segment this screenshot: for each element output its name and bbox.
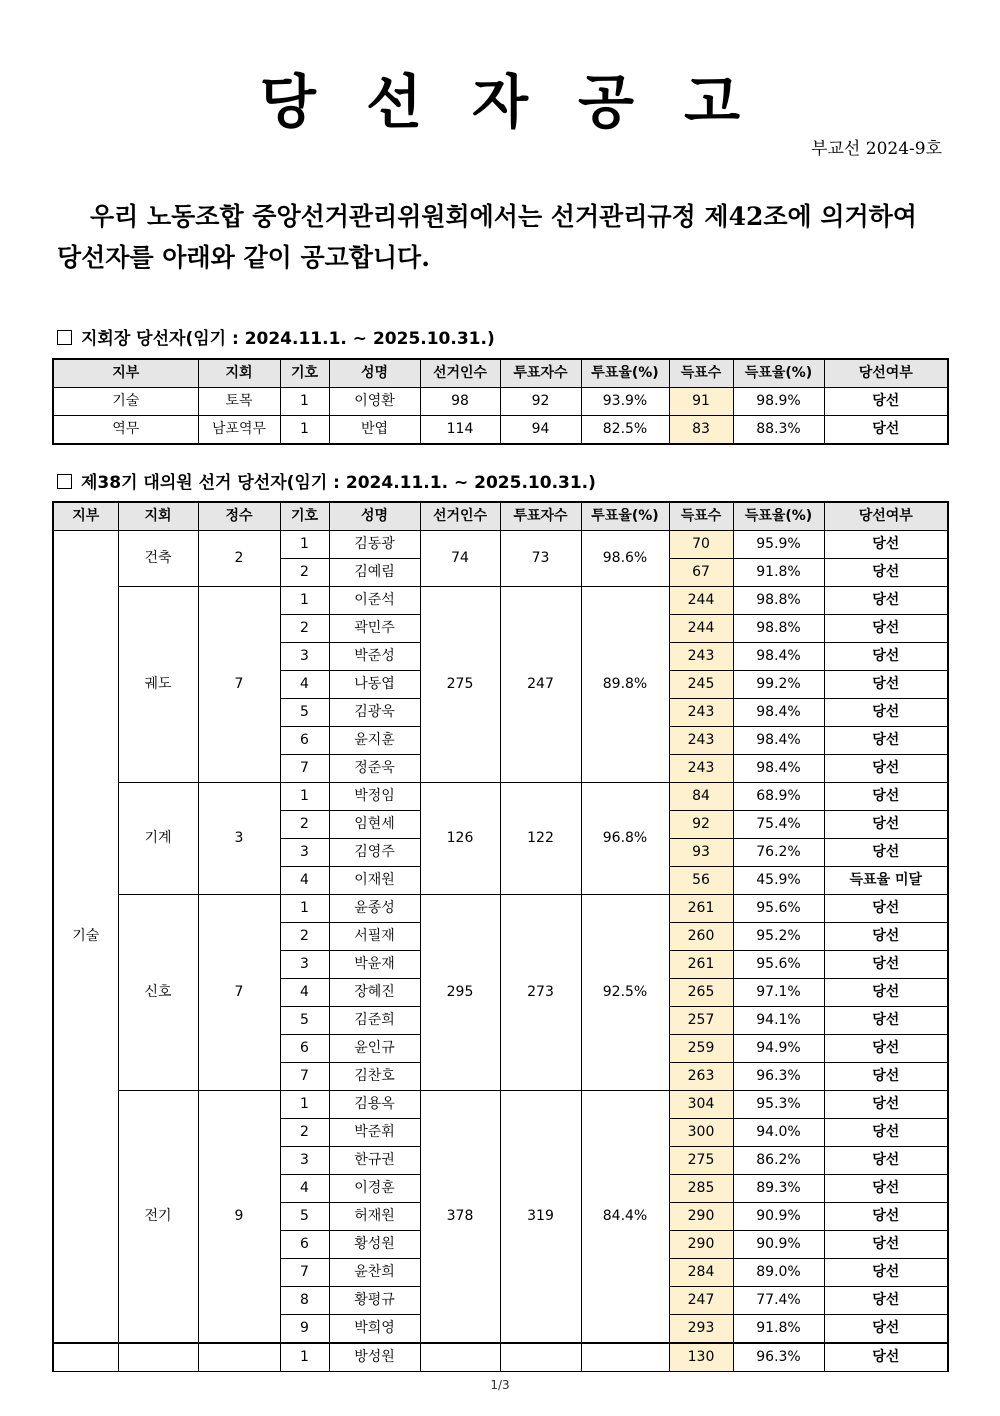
cell-result: 당선 <box>824 1147 948 1175</box>
cell-vote-rate: 68.9% <box>733 783 824 811</box>
column-header: 기호 <box>280 359 329 388</box>
cell-name: 박정임 <box>329 783 420 811</box>
cell-name: 김동광 <box>329 531 420 559</box>
cell-votes: 243 <box>669 727 733 755</box>
cell-division <box>53 1343 118 1372</box>
cell-votes: 293 <box>669 1315 733 1344</box>
cell-vote-rate: 90.9% <box>733 1203 824 1231</box>
cell-votes: 275 <box>669 1147 733 1175</box>
cell-name: 이경훈 <box>329 1175 420 1203</box>
cell-branch: 기계 <box>118 783 198 895</box>
cell-name: 황성원 <box>329 1231 420 1259</box>
column-header: 당선여부 <box>824 502 948 531</box>
cell-name: 윤찬희 <box>329 1259 420 1287</box>
cell-turnout: 89.8% <box>581 587 669 783</box>
column-header: 득표율(%) <box>733 502 824 531</box>
cell-quota: 9 <box>198 1091 280 1344</box>
cell-name: 김용옥 <box>329 1091 420 1119</box>
cell-vote-rate: 77.4% <box>733 1287 824 1315</box>
cell-vote-rate: 91.8% <box>733 559 824 587</box>
cell-vote-rate: 98.4% <box>733 699 824 727</box>
cell-name: 장혜진 <box>329 979 420 1007</box>
cell-quota: 2 <box>198 531 280 587</box>
cell-vote-rate: 75.4% <box>733 811 824 839</box>
cell-voters: 92 <box>500 388 581 416</box>
cell-result: 당선 <box>824 755 948 783</box>
cell-branch: 신호 <box>118 895 198 1091</box>
column-header: 득표수 <box>669 359 733 388</box>
cell-number: 2 <box>280 1119 329 1147</box>
cell-electors: 275 <box>420 587 500 783</box>
cell-voters: 247 <box>500 587 581 783</box>
cell-turnout: 84.4% <box>581 1091 669 1344</box>
cell-votes: 243 <box>669 755 733 783</box>
column-header: 투표율(%) <box>581 359 669 388</box>
cell-vote-rate: 88.3% <box>733 416 824 445</box>
cell-quota <box>198 1343 280 1372</box>
cell-number: 6 <box>280 727 329 755</box>
table-row <box>53 416 948 445</box>
cell-voters: 94 <box>500 416 581 445</box>
page-number: 1/3 <box>490 1378 510 1392</box>
cell-name: 이준석 <box>329 587 420 615</box>
column-header: 당선여부 <box>824 359 948 388</box>
cell-number: 4 <box>280 867 329 895</box>
cell-electors: 295 <box>420 895 500 1091</box>
cell-result: 당선 <box>824 727 948 755</box>
cell-turnout: 98.6% <box>581 531 669 587</box>
cell-votes: 300 <box>669 1119 733 1147</box>
cell-name: 윤종성 <box>329 895 420 923</box>
cell-number: 8 <box>280 1287 329 1315</box>
cell-result: 당선 <box>824 1343 948 1372</box>
cell-vote-rate: 98.8% <box>733 615 824 643</box>
cell-voters <box>500 1343 581 1372</box>
cell-branch <box>118 1343 198 1372</box>
cell-voters: 122 <box>500 783 581 895</box>
cell-vote-rate: 98.8% <box>733 587 824 615</box>
cell-result: 당선 <box>824 979 948 1007</box>
cell-name: 한규권 <box>329 1147 420 1175</box>
cell-name: 김찬호 <box>329 1063 420 1091</box>
cell-turnout <box>581 1343 669 1372</box>
cell-name: 임현세 <box>329 811 420 839</box>
cell-name: 이재원 <box>329 867 420 895</box>
cell-number: 3 <box>280 1147 329 1175</box>
cell-name: 김영주 <box>329 839 420 867</box>
cell-quota: 7 <box>198 587 280 783</box>
cell-number: 9 <box>280 1315 329 1344</box>
section-heading-text: 제38기 대의원 선거 당선자(임기 : 2024.11.1. ~ 2025.10.31.) <box>81 473 596 493</box>
cell-electors: 98 <box>420 388 500 416</box>
cell-result: 당선 <box>824 811 948 839</box>
cell-number: 2 <box>280 615 329 643</box>
cell-name: 이영환 <box>329 388 420 416</box>
section-heading-chairman <box>57 324 495 349</box>
cell-votes: 84 <box>669 783 733 811</box>
cell-votes: 243 <box>669 643 733 671</box>
cell-voters: 319 <box>500 1091 581 1344</box>
cell-result: 당선 <box>824 1119 948 1147</box>
cell-vote-rate: 90.9% <box>733 1231 824 1259</box>
cell-name: 방성원 <box>329 1343 420 1372</box>
chairman-results-table <box>52 358 949 445</box>
cell-result: 당선 <box>824 388 948 416</box>
cell-name: 반엽 <box>329 416 420 445</box>
cell-voters: 273 <box>500 895 581 1091</box>
checkbox-square-icon <box>57 330 72 345</box>
cell-vote-rate: 95.6% <box>733 895 824 923</box>
cell-number: 5 <box>280 1007 329 1035</box>
column-header: 지회 <box>198 359 280 388</box>
cell-vote-rate: 96.3% <box>733 1063 824 1091</box>
cell-votes: 56 <box>669 867 733 895</box>
cell-name: 김광욱 <box>329 699 420 727</box>
cell-branch: 건축 <box>118 531 198 587</box>
cell-branch: 궤도 <box>118 587 198 783</box>
cell-name: 박준성 <box>329 643 420 671</box>
cell-result: 당선 <box>824 1259 948 1287</box>
cell-turnout: 82.5% <box>581 416 669 445</box>
cell-electors: 114 <box>420 416 500 445</box>
table-header-row <box>53 502 948 531</box>
cell-vote-rate: 95.3% <box>733 1091 824 1119</box>
cell-name: 정준욱 <box>329 755 420 783</box>
cell-division: 역무 <box>53 416 198 445</box>
cell-number: 1 <box>280 895 329 923</box>
column-header: 선거인수 <box>420 502 500 531</box>
table-row <box>53 895 948 923</box>
cell-branch: 전기 <box>118 1091 198 1344</box>
column-header: 득표수 <box>669 502 733 531</box>
cell-name: 박윤재 <box>329 951 420 979</box>
table-row <box>53 1091 948 1119</box>
cell-result: 당선 <box>824 783 948 811</box>
cell-votes: 247 <box>669 1287 733 1315</box>
cell-number: 4 <box>280 1175 329 1203</box>
cell-electors <box>420 1343 500 1372</box>
checkbox-square-icon <box>57 474 72 489</box>
table-row <box>53 587 948 615</box>
cell-branch: 남포역무 <box>198 416 280 445</box>
intro-paragraph: 우리 노동조합 중앙선거관리위원회에서는 선거관리규정 제42조에 의거하여 당선자를 아래와 같이 공고합니다. <box>57 202 917 272</box>
cell-vote-rate: 98.9% <box>733 388 824 416</box>
cell-number: 2 <box>280 559 329 587</box>
cell-result: 당선 <box>824 615 948 643</box>
cell-result: 당선 <box>824 951 948 979</box>
column-header: 기호 <box>280 502 329 531</box>
cell-division: 기술 <box>53 388 198 416</box>
cell-result: 당선 <box>824 1175 948 1203</box>
section-heading-delegates <box>57 468 596 493</box>
cell-name: 박준휘 <box>329 1119 420 1147</box>
cell-branch: 토목 <box>198 388 280 416</box>
cell-votes: 259 <box>669 1035 733 1063</box>
cell-number: 2 <box>280 923 329 951</box>
cell-result: 당선 <box>824 699 948 727</box>
cell-name: 서필재 <box>329 923 420 951</box>
cell-vote-rate: 94.1% <box>733 1007 824 1035</box>
cell-votes: 91 <box>669 388 733 416</box>
cell-vote-rate: 97.1% <box>733 979 824 1007</box>
cell-vote-rate: 98.4% <box>733 727 824 755</box>
cell-votes: 243 <box>669 699 733 727</box>
cell-vote-rate: 96.3% <box>733 1343 824 1372</box>
cell-number: 3 <box>280 951 329 979</box>
cell-votes: 83 <box>669 416 733 445</box>
cell-votes: 290 <box>669 1231 733 1259</box>
column-header: 투표자수 <box>500 502 581 531</box>
cell-result: 당선 <box>824 839 948 867</box>
column-header: 성명 <box>329 502 420 531</box>
table-row <box>53 783 948 811</box>
cell-votes: 304 <box>669 1091 733 1119</box>
column-header: 투표율(%) <box>581 502 669 531</box>
cell-vote-rate: 45.9% <box>733 867 824 895</box>
cell-votes: 285 <box>669 1175 733 1203</box>
cell-name: 나동엽 <box>329 671 420 699</box>
cell-votes: 245 <box>669 671 733 699</box>
cell-number: 5 <box>280 1203 329 1231</box>
cell-result: 득표율 미달 <box>824 867 948 895</box>
cell-number: 1 <box>280 1343 329 1372</box>
cell-votes: 92 <box>669 811 733 839</box>
cell-vote-rate: 86.2% <box>733 1147 824 1175</box>
table-header-row <box>53 359 948 388</box>
table-row <box>53 388 948 416</box>
page-title: 당선자공고 <box>259 68 791 136</box>
cell-number: 7 <box>280 755 329 783</box>
section-heading-text: 지회장 당선자(임기 : 2024.11.1. ~ 2025.10.31.) <box>81 329 495 349</box>
cell-vote-rate: 95.2% <box>733 923 824 951</box>
cell-votes: 260 <box>669 923 733 951</box>
cell-number: 7 <box>280 1063 329 1091</box>
column-header: 득표율(%) <box>733 359 824 388</box>
cell-vote-rate: 98.4% <box>733 755 824 783</box>
column-header: 지회 <box>118 502 198 531</box>
cell-number: 6 <box>280 1231 329 1259</box>
cell-votes: 67 <box>669 559 733 587</box>
cell-number: 2 <box>280 811 329 839</box>
cell-votes: 265 <box>669 979 733 1007</box>
cell-number: 1 <box>280 783 329 811</box>
cell-number: 1 <box>280 1091 329 1119</box>
column-header: 투표자수 <box>500 359 581 388</box>
cell-name: 황평규 <box>329 1287 420 1315</box>
cell-votes: 70 <box>669 531 733 559</box>
cell-voters: 73 <box>500 531 581 587</box>
document-number: 부교선 2024-9호 <box>811 139 942 159</box>
cell-turnout: 92.5% <box>581 895 669 1091</box>
cell-division: 기술 <box>53 531 118 1344</box>
column-header: 지부 <box>53 502 118 531</box>
cell-electors: 126 <box>420 783 500 895</box>
cell-turnout: 93.9% <box>581 388 669 416</box>
cell-number: 3 <box>280 643 329 671</box>
cell-number: 1 <box>280 416 329 445</box>
cell-electors: 74 <box>420 531 500 587</box>
cell-votes: 284 <box>669 1259 733 1287</box>
cell-number: 5 <box>280 699 329 727</box>
table-row <box>53 1343 948 1372</box>
cell-turnout: 96.8% <box>581 783 669 895</box>
cell-votes: 244 <box>669 615 733 643</box>
cell-votes: 261 <box>669 895 733 923</box>
cell-votes: 244 <box>669 587 733 615</box>
cell-vote-rate: 89.3% <box>733 1175 824 1203</box>
cell-vote-rate: 95.6% <box>733 951 824 979</box>
cell-number: 1 <box>280 531 329 559</box>
cell-number: 1 <box>280 587 329 615</box>
cell-number: 4 <box>280 979 329 1007</box>
cell-name: 곽민주 <box>329 615 420 643</box>
cell-name: 김예림 <box>329 559 420 587</box>
table-row <box>53 531 948 559</box>
cell-quota: 7 <box>198 895 280 1091</box>
cell-votes: 93 <box>669 839 733 867</box>
cell-result: 당선 <box>824 416 948 445</box>
cell-result: 당선 <box>824 923 948 951</box>
column-header: 선거인수 <box>420 359 500 388</box>
cell-name: 박희영 <box>329 1315 420 1344</box>
cell-result: 당선 <box>824 1091 948 1119</box>
cell-number: 1 <box>280 388 329 416</box>
cell-result: 당선 <box>824 671 948 699</box>
cell-result: 당선 <box>824 643 948 671</box>
cell-result: 당선 <box>824 1063 948 1091</box>
column-header: 정수 <box>198 502 280 531</box>
cell-name: 윤인규 <box>329 1035 420 1063</box>
cell-result: 당선 <box>824 1315 948 1344</box>
cell-result: 당선 <box>824 1231 948 1259</box>
cell-result: 당선 <box>824 531 948 559</box>
cell-result: 당선 <box>824 587 948 615</box>
cell-vote-rate: 91.8% <box>733 1315 824 1344</box>
cell-quota: 3 <box>198 783 280 895</box>
cell-name: 허재원 <box>329 1203 420 1231</box>
cell-vote-rate: 94.0% <box>733 1119 824 1147</box>
cell-number: 6 <box>280 1035 329 1063</box>
cell-vote-rate: 76.2% <box>733 839 824 867</box>
cell-vote-rate: 98.4% <box>733 643 824 671</box>
cell-electors: 378 <box>420 1091 500 1344</box>
cell-vote-rate: 94.9% <box>733 1035 824 1063</box>
cell-vote-rate: 99.2% <box>733 671 824 699</box>
cell-vote-rate: 89.0% <box>733 1259 824 1287</box>
cell-result: 당선 <box>824 895 948 923</box>
cell-votes: 290 <box>669 1203 733 1231</box>
cell-votes: 257 <box>669 1007 733 1035</box>
cell-votes: 263 <box>669 1063 733 1091</box>
cell-result: 당선 <box>824 1035 948 1063</box>
cell-result: 당선 <box>824 559 948 587</box>
cell-number: 7 <box>280 1259 329 1287</box>
cell-vote-rate: 95.9% <box>733 531 824 559</box>
cell-name: 김준희 <box>329 1007 420 1035</box>
cell-number: 3 <box>280 839 329 867</box>
cell-number: 4 <box>280 671 329 699</box>
cell-votes: 130 <box>669 1343 733 1372</box>
cell-result: 당선 <box>824 1203 948 1231</box>
column-header: 지부 <box>53 359 198 388</box>
cell-result: 당선 <box>824 1287 948 1315</box>
cell-votes: 261 <box>669 951 733 979</box>
cell-result: 당선 <box>824 1007 948 1035</box>
column-header: 성명 <box>329 359 420 388</box>
cell-name: 윤지훈 <box>329 727 420 755</box>
delegate-results-table <box>52 501 949 1372</box>
